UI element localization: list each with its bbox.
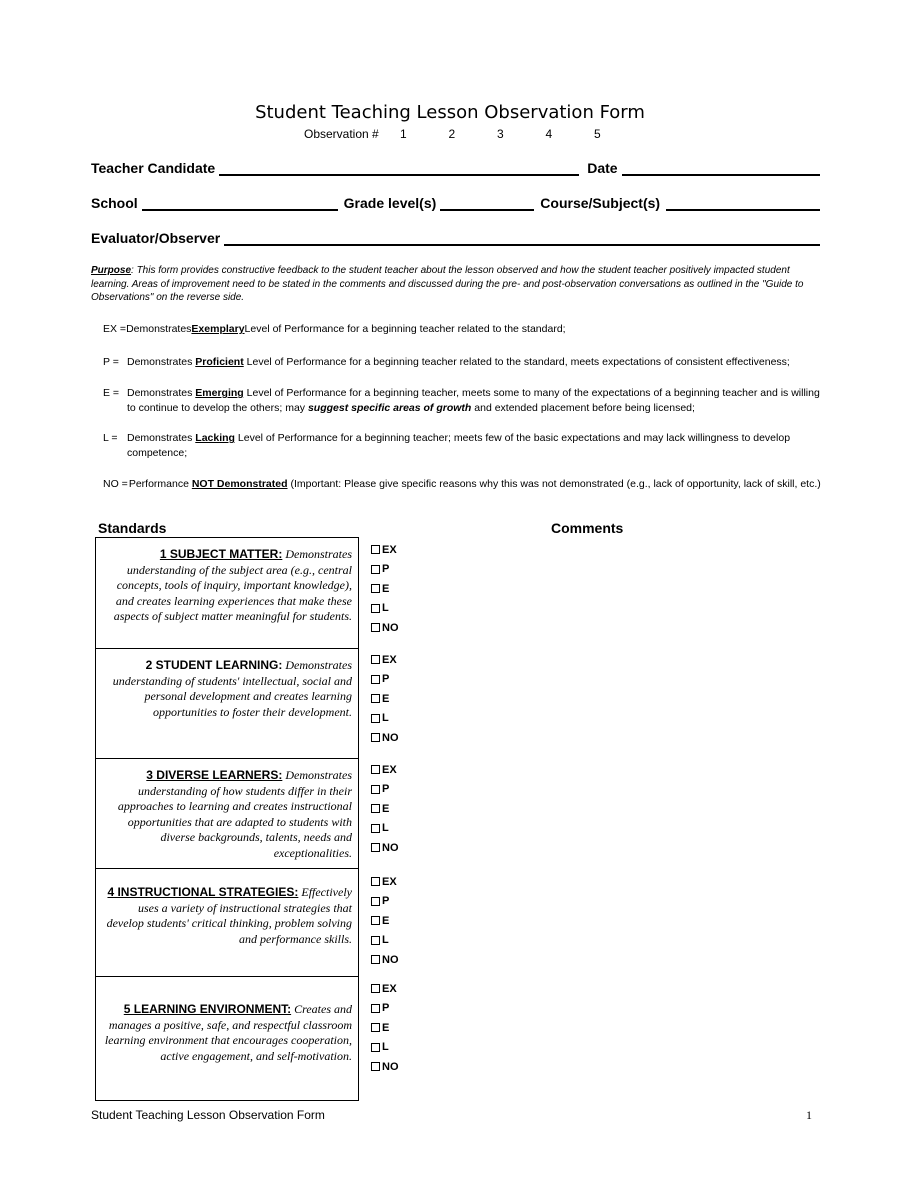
checkbox-square-icon[interactable] [371, 694, 380, 703]
checkbox-label: P [382, 673, 390, 686]
standard-5-desc: Creates and manages a positive, safe, and respectful classroom learning environment that encourages cooperation, active engagement, and self-motivation. [104, 1002, 352, 1063]
level-e-emphasis: suggest specific areas of growth [307, 401, 472, 414]
checkbox-square-icon[interactable] [371, 655, 380, 664]
checkbox-no[interactable] [371, 1057, 399, 1077]
checkbox-label: L [382, 602, 389, 615]
checkbox-label: E [382, 582, 390, 595]
checkbox-square-icon[interactable] [371, 733, 380, 742]
checkbox-square-icon[interactable] [371, 565, 380, 574]
level-ex-key: Exemplary [191, 323, 245, 335]
checkbox-label: L [382, 822, 389, 835]
observation-option-1[interactable]: 1 [400, 127, 407, 141]
level-ex-pre: Demonstrates [126, 323, 192, 335]
checkbox-label: E [382, 692, 390, 705]
checkbox-square-icon[interactable] [371, 545, 380, 554]
checkbox-e[interactable] [371, 799, 399, 819]
footer-text: Student Teaching Lesson Observation Form [91, 1108, 325, 1122]
level-no-pre: Performance [128, 478, 192, 490]
checkbox-no[interactable] [371, 950, 399, 970]
rating-checkboxes-standard-3 [371, 760, 399, 858]
level-e [103, 386, 823, 415]
observation-option-4[interactable]: 4 [545, 127, 553, 141]
checkbox-ex[interactable] [371, 540, 399, 560]
checkbox-square-icon[interactable] [371, 584, 380, 593]
level-ex [103, 322, 823, 337]
level-no [103, 477, 823, 492]
checkbox-p[interactable] [371, 560, 399, 580]
checkbox-square-icon[interactable] [371, 1023, 380, 1032]
school-grade-course-row [91, 195, 820, 211]
checkbox-p[interactable] [371, 999, 399, 1019]
checkbox-label: NO [382, 731, 399, 744]
checkbox-label: E [382, 914, 390, 927]
checkbox-p[interactable] [371, 892, 399, 912]
evaluator-label: Evaluator/Observer [91, 230, 221, 246]
observation-option-5[interactable]: 5 [594, 127, 601, 141]
checkbox-label: NO [382, 621, 399, 634]
checkbox-square-icon[interactable] [371, 843, 380, 852]
checkbox-l[interactable] [371, 1038, 399, 1058]
checkbox-square-icon[interactable] [371, 984, 380, 993]
observation-label: Observation # [304, 127, 379, 141]
checkbox-e[interactable] [371, 1018, 399, 1038]
standards-table [95, 537, 359, 1101]
checkbox-label: P [382, 563, 390, 576]
standard-3-name: 3 DIVERSE LEARNERS: [146, 768, 283, 782]
evaluator-field[interactable] [224, 230, 820, 246]
level-p [103, 355, 823, 370]
level-l-pre: Demonstrates [127, 432, 196, 444]
checkbox-label: P [382, 1002, 390, 1015]
checkbox-label: P [382, 895, 390, 908]
checkbox-square-icon[interactable] [371, 1043, 380, 1052]
level-l-post: Level of Performance for a beginning teacher; meets few of the basic expectations and may lack willingness to develop competence; [127, 432, 791, 459]
observation-option-2[interactable]: 2 [448, 127, 456, 141]
level-p-post: Level of Performance for a beginning teacher related to the standard, meets expectations of consistent effectiveness; [243, 356, 790, 368]
standard-3 [96, 759, 358, 869]
checkbox-square-icon[interactable] [371, 824, 380, 833]
checkbox-label: EX [382, 875, 397, 888]
observation-option-3[interactable]: 3 [497, 127, 504, 141]
standard-4-desc: Effectively uses a variety of instructional strategies that develop students' critical thinking, problem solving and performance skills. [106, 885, 352, 946]
course-subject-field[interactable] [666, 195, 820, 211]
purpose-label: Purpose [91, 265, 132, 276]
grade-level-label: Grade level(s) [343, 195, 437, 211]
checkbox-p[interactable] [371, 780, 399, 800]
form-title: Student Teaching Lesson Observation Form [255, 102, 645, 123]
grade-level-field[interactable] [440, 195, 534, 211]
purpose-paragraph [91, 264, 817, 305]
level-ex-code: EX = [103, 323, 127, 335]
checkbox-l[interactable] [371, 709, 399, 729]
checkbox-e[interactable] [371, 689, 399, 709]
checkbox-no[interactable] [371, 728, 399, 748]
checkbox-label: L [382, 1041, 389, 1054]
standard-4 [96, 869, 358, 977]
checkbox-square-icon[interactable] [371, 604, 380, 613]
level-p-key: Proficient [195, 356, 244, 368]
standard-2 [96, 649, 358, 759]
checkbox-l[interactable] [371, 599, 399, 619]
checkbox-label: EX [382, 653, 397, 666]
rating-checkboxes-standard-2 [371, 650, 399, 748]
checkbox-square-icon[interactable] [371, 785, 380, 794]
checkbox-ex[interactable] [371, 872, 399, 892]
level-e-key: Emerging [195, 387, 244, 399]
level-e-mid: Level of Performance for a beginning teacher, meets some to many of the expectations of a beginning teacher and is willing to continue to develop the others; may [127, 387, 820, 414]
standard-2-name: 2 STUDENT LEARNING: [145, 658, 283, 672]
standard-1-desc: Demonstrates understanding of the subject area (e.g., central concepts, tools of inquiry, important knowledge), and creates learning experiences that make these aspects of subject matter meaningful for students. [113, 547, 352, 624]
course-subject-label: Course/Subject(s) [540, 195, 661, 211]
checkbox-square-icon[interactable] [371, 623, 380, 632]
checkbox-label: EX [382, 982, 397, 995]
standard-1 [96, 538, 358, 649]
standard-5 [96, 977, 358, 1101]
rating-checkboxes-standard-1 [371, 540, 399, 638]
checkbox-ex[interactable] [371, 650, 399, 670]
checkbox-square-icon[interactable] [371, 804, 380, 813]
checkbox-no[interactable] [371, 838, 399, 858]
purpose-text: : This form provides constructive feedback to the student teacher about the lesson observed and how the student teacher positively impacted student learning. Areas of improvement need to be stated in the comments and discussed during the pre- and post-observation conversations as outlined in the "Guide to Observations" on the reverse side. [91, 265, 804, 303]
checkbox-label: NO [382, 953, 399, 966]
checkbox-square-icon[interactable] [371, 897, 380, 906]
checkbox-square-icon[interactable] [371, 936, 380, 945]
level-no-post: (Important: Please give specific reasons why this was not demonstrated (e.g., lack of opportunity, lack of skill, etc.) [287, 478, 821, 490]
checkbox-ex[interactable] [371, 979, 399, 999]
checkbox-square-icon[interactable] [371, 955, 380, 964]
standard-5-name: 5 LEARNING ENVIRONMENT: [123, 1002, 292, 1016]
checkbox-square-icon[interactable] [371, 675, 380, 684]
level-no-code: NO = [103, 478, 128, 490]
level-ex-post: Level of Performance for a beginning teacher related to the standard; [244, 323, 566, 335]
checkbox-label: EX [382, 543, 397, 556]
comments-header: Comments [551, 520, 624, 536]
checkbox-label: P [382, 783, 390, 796]
teacher-candidate-field[interactable] [219, 160, 579, 176]
level-l-code: L = [103, 432, 118, 444]
standard-2-desc: Demonstrates understanding of students' intellectual, social and personal development and creates learning opportunities to foster their development. [112, 658, 352, 719]
standard-4-name: 4 INSTRUCTIONAL STRATEGIES: [107, 885, 299, 899]
checkbox-square-icon[interactable] [371, 1062, 380, 1071]
teacher-candidate-label: Teacher Candidate [91, 160, 216, 176]
date-label: Date [587, 160, 618, 176]
checkbox-label: L [382, 934, 389, 947]
checkbox-square-icon[interactable] [371, 765, 380, 774]
checkbox-no[interactable] [371, 618, 399, 638]
standard-3-desc: Demonstrates understanding of how students differ in their approaches to learning and creates instructional opportunities that are adapted to students with diverse backgrounds, talents, needs and exceptionalities. [117, 768, 352, 860]
checkbox-e[interactable] [371, 579, 399, 599]
checkbox-square-icon[interactable] [371, 714, 380, 723]
checkbox-label: NO [382, 841, 399, 854]
level-e-post: and extended placement before being licensed; [471, 401, 695, 414]
level-p-code: P = [103, 356, 119, 368]
checkbox-label: E [382, 1021, 390, 1034]
rating-checkboxes-standard-4 [371, 872, 399, 970]
standard-1-name: 1 SUBJECT MATTER: [159, 547, 283, 561]
checkbox-label: NO [382, 1060, 399, 1073]
checkbox-l[interactable] [371, 931, 399, 951]
school-label: School [91, 195, 138, 211]
evaluator-row [91, 230, 820, 246]
level-l-key: Lacking [195, 432, 235, 444]
standards-header: Standards [98, 520, 167, 536]
observation-number-row [304, 127, 643, 141]
checkbox-square-icon[interactable] [371, 1004, 380, 1013]
teacher-date-row [91, 160, 820, 176]
checkbox-square-icon[interactable] [371, 916, 380, 925]
checkbox-l[interactable] [371, 819, 399, 839]
date-field[interactable] [622, 160, 820, 176]
level-e-code: E = [103, 387, 120, 399]
checkbox-label: L [382, 712, 389, 725]
checkbox-ex[interactable] [371, 760, 399, 780]
checkbox-square-icon[interactable] [371, 877, 380, 886]
level-e-pre: Demonstrates [127, 387, 196, 399]
checkbox-label: EX [382, 763, 397, 776]
level-l [103, 431, 823, 460]
school-field[interactable] [142, 195, 338, 211]
page-number: 1 [806, 1108, 812, 1122]
checkbox-p[interactable] [371, 670, 399, 690]
checkbox-label: E [382, 802, 390, 815]
checkbox-e[interactable] [371, 911, 399, 931]
level-no-key: NOT Demonstrated [191, 478, 288, 490]
rating-checkboxes-standard-5 [371, 979, 399, 1077]
level-p-pre: Demonstrates [127, 356, 196, 368]
